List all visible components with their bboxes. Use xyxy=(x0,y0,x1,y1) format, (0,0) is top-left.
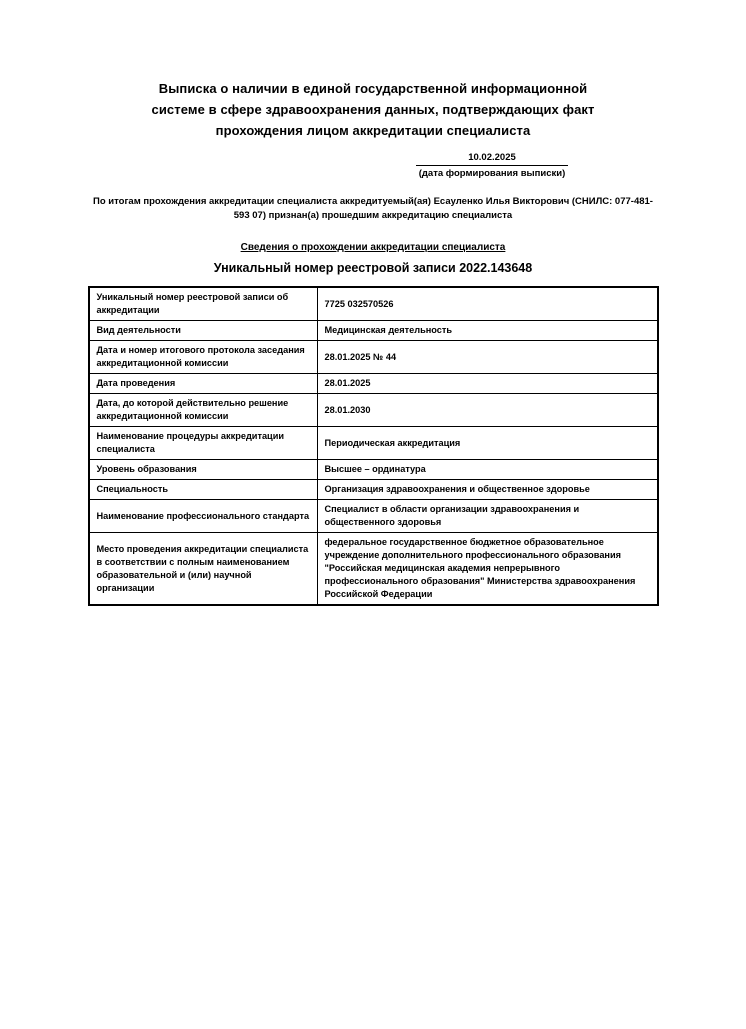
table-cell-label: Дата проведения xyxy=(89,374,318,394)
table-row xyxy=(89,460,658,480)
table-row xyxy=(89,374,658,394)
table-cell-value: Высшее – ординатура xyxy=(317,460,658,480)
document-title xyxy=(0,0,746,141)
table-cell-value: федеральное государственное бюджетное образовательное учреждение дополнительного профессионального образования "Российская медицинская академия непрерывного профессионального образования" Министерства здравоохранения Российской Федерации xyxy=(317,533,658,606)
document-title-line: системе в сфере здравоохранения данных, подтверждающих факт xyxy=(151,102,595,117)
table-cell-label: Вид деятельности xyxy=(89,321,318,341)
table-cell-value: Медицинская деятельность xyxy=(317,321,658,341)
table-cell-label: Наименование процедуры аккредитации специалиста xyxy=(89,427,318,460)
table-row xyxy=(89,500,658,533)
table-cell-value: 28.01.2025 № 44 xyxy=(317,341,658,374)
document-title-line: Выписка о наличии в единой государственной информационной xyxy=(158,81,588,96)
table-cell-value: 28.01.2025 xyxy=(317,374,658,394)
table-row xyxy=(89,533,658,606)
table-cell-value: 28.01.2030 xyxy=(317,394,658,427)
table-row xyxy=(89,480,658,500)
registry-number-heading: Уникальный номер реестровой записи 2022.143648 xyxy=(213,261,533,275)
table-cell-label: Уникальный номер реестровой записи об аккредитации xyxy=(89,287,318,321)
table-cell-label: Уровень образования xyxy=(89,460,318,480)
table-row xyxy=(89,321,658,341)
table-cell-value: Специалист в области организации здравоохранения и общественного здоровья xyxy=(317,500,658,533)
table-cell-value: Периодическая аккредитация xyxy=(317,427,658,460)
accreditation-summary-line: 593 07) признан(а) прошедшим аккредитацию специалиста xyxy=(233,210,513,221)
table-cell-label: Место проведения аккредитации специалиста в соответствии с полным наименованием образовательной и (или) научной организации xyxy=(89,533,318,606)
document-title-line: прохождения лицом аккредитации специалиста xyxy=(215,123,531,138)
table-cell-value: 7725 032570526 xyxy=(317,287,658,321)
accreditation-table xyxy=(88,286,659,606)
table-cell-label: Дата, до которой действительно решение аккредитационной комиссии xyxy=(89,394,318,427)
extract-date: 10.02.2025 xyxy=(416,151,568,166)
extract-date-block xyxy=(416,151,568,180)
table-row xyxy=(89,341,658,374)
table-cell-label: Дата и номер итогового протокола заседания аккредитационной комиссии xyxy=(89,341,318,374)
table-row xyxy=(89,287,658,321)
table-row xyxy=(89,427,658,460)
section-heading: Сведения о прохождении аккредитации специалиста xyxy=(240,242,506,253)
table-row xyxy=(89,394,658,427)
table-cell-label: Специальность xyxy=(89,480,318,500)
accreditation-summary-line: По итогам прохождения аккредитации специалиста аккредитуемый(ая) Есауленко Илья Викторович (СНИЛС: 077-481- xyxy=(93,196,653,207)
table-cell-value: Организация здравоохранения и общественное здоровье xyxy=(317,480,658,500)
accreditation-table-body xyxy=(89,287,658,605)
table-cell-label: Наименование профессионального стандарта xyxy=(89,500,318,533)
extract-date-caption: (дата формирования выписки) xyxy=(418,168,566,179)
accreditation-summary xyxy=(0,195,746,223)
